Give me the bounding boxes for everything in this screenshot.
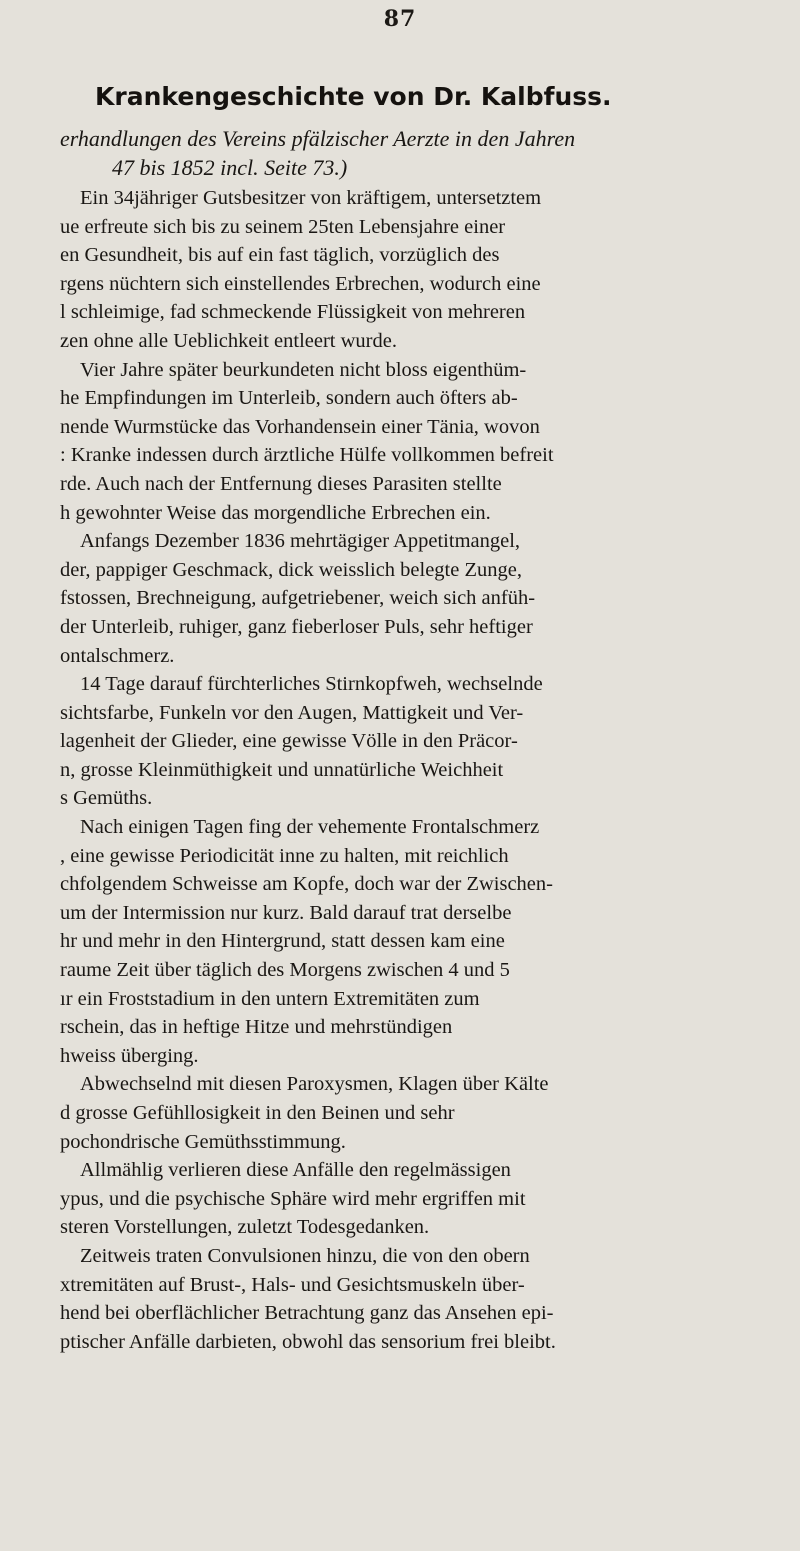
- text-line: Zeitweis traten Convulsionen hinzu, die von den obern: [80, 1244, 530, 1267]
- text-line: h gewohnter Weise das morgendliche Erbrechen ein.: [60, 501, 491, 524]
- text-line: Ein 34jähriger Gutsbesitzer von kräftigem, untersetztem: [80, 187, 542, 209]
- text-line: n, grosse Kleinmüthigkeit und unnatürliche Weichheit: [60, 758, 504, 781]
- text-line: rschein, das in heftige Hitze und mehrstündigen: [60, 1016, 453, 1039]
- citation-line-2: 47 bis 1852 incl. Seite 73.): [112, 155, 348, 180]
- text-line: ontalschmerz.: [60, 644, 175, 667]
- text-line: rde. Auch nach der Entfernung dieses Parasiten stellte: [60, 472, 502, 495]
- text-line: nende Wurmstücke das Vorhandensein einer Tänia, wovon: [60, 415, 540, 438]
- page-number: 87: [383, 6, 417, 32]
- text-line: ypus, und die psychische Sphäre wird mehr ergriffen mit: [60, 1187, 526, 1210]
- text-line: s Gemüths.: [60, 787, 153, 810]
- text-line: lagenheit der Glieder, eine gewisse Völle in den Präcor-: [60, 730, 518, 753]
- text-line: xtremitäten auf Brust-, Hals- und Gesichtsmuskeln über-: [60, 1273, 525, 1296]
- text-line: Nach einigen Tagen fing der vehemente Frontalschmerz: [80, 816, 540, 839]
- text-line: en Gesundheit, bis auf ein fast täglich, vorzüglich des: [60, 244, 500, 267]
- text-line: Anfangs Dezember 1836 mehrtägiger Appetitmangel,: [80, 530, 521, 553]
- text-line: zen ohne alle Ueblichkeit entleert wurde.: [60, 329, 397, 352]
- text-line: l schleimige, fad schmeckende Flüssigkeit von mehreren: [60, 301, 526, 324]
- text-line: Vier Jahre später beurkundeten nicht bloss eigenthüm-: [80, 358, 527, 381]
- text-line: hend bei oberflächlicher Betrachtung ganz das Ansehen epi-: [60, 1302, 554, 1325]
- source-citation: [60, 124, 780, 182]
- text-line: Allmählig verlieren diese Anfälle den regelmässigen: [80, 1159, 511, 1182]
- text-line: hweiss überging.: [60, 1044, 199, 1067]
- text-line: : Kranke indessen durch ärztliche Hülfe vollkommen befreit: [60, 444, 554, 467]
- text-line: raume Zeit über täglich des Morgens zwischen 4 und 5: [60, 959, 510, 982]
- body-text: [60, 184, 790, 1356]
- text-line: Abwechselnd mit diesen Paroxysmen, Klagen über Kälte: [80, 1073, 549, 1096]
- text-line: hr und mehr in den Hintergrund, statt dessen kam eine: [60, 930, 505, 953]
- text-line: ır ein Froststadium in den untern Extremitäten zum: [60, 987, 480, 1010]
- text-line: steren Vorstellungen, zuletzt Todesgedanken.: [60, 1216, 430, 1239]
- text-line: fstossen, Brechneigung, aufgetriebener, weich sich anfüh-: [60, 587, 536, 610]
- text-line: chfolgendem Schweisse am Kopfe, doch war der Zwischen-: [60, 873, 553, 896]
- text-line: 14 Tage darauf fürchterliches Stirnkopfweh, wechselnde: [80, 673, 543, 696]
- citation-line-1: erhandlungen des Vereins pfälzischer Aerzte in den Jahren: [60, 126, 576, 151]
- text-line: sichtsfarbe, Funkeln vor den Augen, Mattigkeit und Ver-: [60, 701, 524, 724]
- text-line: pochondrische Gemüthsstimmung.: [60, 1130, 346, 1153]
- text-line: , eine gewisse Periodicität inne zu halten, mit reichlich: [60, 844, 509, 867]
- text-line: der Unterleib, ruhiger, ganz fieberloser Puls, sehr heftiger: [60, 615, 533, 638]
- text-line: ue erfreute sich bis zu seinem 25ten Lebensjahre einer: [60, 215, 506, 238]
- text-line: um der Intermission nur kurz. Bald darauf trat derselbe: [60, 901, 512, 924]
- article-title: Krankengeschichte von Dr. Kalbfuss.: [95, 82, 612, 111]
- text-line: d grosse Gefühllosigkeit in den Beinen und sehr: [60, 1102, 455, 1124]
- text-line: ptischer Anfälle darbieten, obwohl das sensorium frei bleibt.: [60, 1330, 556, 1353]
- text-line: he Empfindungen im Unterleib, sondern auch öfters ab-: [60, 387, 518, 410]
- text-line: rgens nüchtern sich einstellendes Erbrechen, wodurch eine: [60, 272, 541, 295]
- text-line: der, pappiger Geschmack, dick weisslich belegte Zunge,: [60, 558, 522, 581]
